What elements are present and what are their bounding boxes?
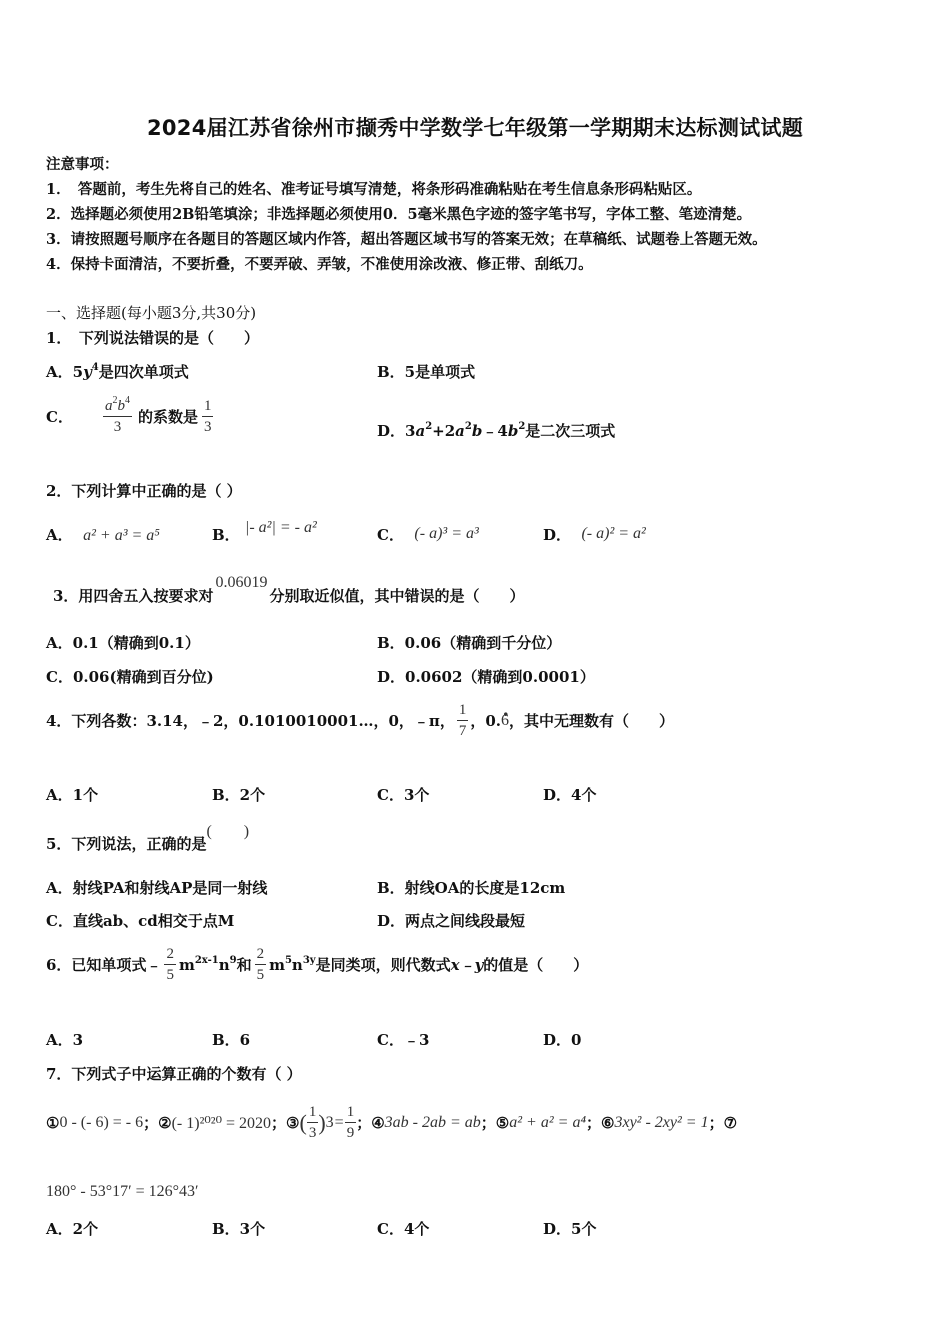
q7-expressions: ① 0 - (- 6) = - 6 ； ② (- 1)²⁰²⁰ = 2020 ； ③ ( $\frac{1}{3}$ ) 3 = $\frac{1}{9}$ ； ④ 3ab - 2ab = ab ； ⑤ a² + a² = a⁴ ； ⑥ 3xy² - 2xy² = 1 ； ⑦ [46, 1104, 738, 1141]
option-label: A． [46, 363, 73, 381]
q6-option-c: C．﹣3 [377, 1031, 430, 1049]
notice-item-4: 4．保持卡面清洁，不要折叠，不要弄破、弄皱，不准使用涂改液、修正带、刮纸刀。 [46, 256, 593, 273]
fraction: $\frac{1}{3}$ [308, 1104, 317, 1141]
page-title: 2024届江苏省徐州市撷秀中学数学七年级第一学期期末达标测试试题 [146, 116, 804, 140]
q3-option-d: D．0.0602（精确到0.0001） [377, 668, 595, 686]
q4-option-d: D．4个 [543, 786, 597, 804]
q6-option-a: A．3 [46, 1031, 84, 1049]
option-label: D． [377, 422, 406, 440]
q3-option-b: B．0.06（精确到千分位） [377, 634, 562, 652]
q1-stem: 1． 下列说法错误的是（ ） [46, 329, 259, 347]
q7-expression-7: 180° - 53°17′ = 126°43′ [46, 1183, 199, 1200]
fraction: $\frac{2}{5}$ [166, 946, 174, 983]
q6-option-d: D．0 [543, 1031, 582, 1049]
option-label: C． [46, 408, 73, 426]
q6-stem: 6．已知单项式﹣ $\frac{2}{5}$ $m^{2x-1}n^9$ 和 $\frac{2}{5}$ $m^5n^{3y}$ 是同类项，则代数式 x﹣y 的值是（ ） [46, 946, 589, 983]
q7-option-a: A．2个 [46, 1220, 99, 1238]
q7-option-b: B．3个 [212, 1220, 266, 1238]
q5-option-b: B．射线OA的长度是12cm [377, 879, 566, 897]
math-expr: (- a)³ = a³ [414, 525, 479, 542]
q7-stem: 7．下列式子中运算正确的个数有（ ） [46, 1065, 302, 1083]
section-heading: 一、选择题(每小题3分,共30分) [46, 304, 257, 322]
q6-option-b: B．6 [212, 1031, 251, 1049]
fraction: $\frac{2}{5}$ [256, 946, 265, 983]
notice-item-3: 3．请按照题号顺序在各题目的答题区域内作答，超出答题区域书写的答案无效；在草稿纸、试题卷上答题无效。 [46, 231, 767, 248]
q7-option-d: D．5个 [543, 1220, 597, 1238]
q2-option-a: A． a² + a³ = a⁵ [46, 526, 160, 544]
q1-option-c: C． $\frac{a^2b^4}{3}$ 的系数是 $\frac{1}{3}$ [46, 395, 212, 435]
math-expr: |- a²| = - a² [244, 519, 317, 536]
math-value: 0.06019 [215, 574, 268, 591]
q5-option-d: D．两点之间线段最短 [377, 912, 526, 930]
fraction: $\frac{1}{7}$ [458, 702, 467, 739]
q4-option-c: C．3个 [377, 786, 430, 804]
q7-option-c: C．4个 [377, 1220, 430, 1238]
q3-option-a: A．0.1（精确到0.1） [46, 634, 200, 652]
q2-option-d: D． (- a)² = a² [543, 525, 646, 544]
q2-option-c: C． (- a)³ = a³ [377, 525, 479, 544]
q5-stem: 5．下列说法，正确的是( ) [46, 823, 250, 853]
q4-option-a: A．1个 [46, 786, 99, 804]
math-expr: a² + a³ = a⁵ [83, 527, 160, 544]
q4-option-b: B．2个 [212, 786, 266, 804]
q2-stem: 2．下列计算中正确的是（ ） [46, 482, 242, 500]
q1-option-a: A．$5y^4$是四次单项式 [46, 362, 189, 381]
fraction: $\frac{a^2b^4}{3}$ [104, 395, 130, 435]
notice-heading: 注意事项： [46, 156, 119, 173]
q3-option-c: C．0.06(精确到百分位) [46, 668, 214, 686]
notice-item-1: 1． 答题前，考生先将自己的姓名、准考证号填写清楚，将条形码准确粘贴在考生信息条形码粘贴区。 [46, 181, 702, 198]
math-expr: (- a)² = a² [581, 525, 646, 542]
q3-stem: 3．用四舍五入按要求对0.06019分别取近似值，其中错误的是（ ） [53, 574, 525, 605]
q4-stem: 4．下列各数：3.14，﹣2，0.1010010001…，0，﹣π， $\frac{1}{7}$ ，0. . 6 ，其中无理数有（ ） [46, 700, 674, 741]
fraction: $\frac{1}{3}$ [203, 398, 212, 435]
fraction: $\frac{1}{9}$ [346, 1104, 355, 1141]
repeating-digit: . 6 [501, 712, 509, 730]
q5-option-c: C．直线ab、cd相交于点M [46, 912, 235, 930]
notice-item-2: 2．选择题必须使用2B铅笔填涂；非选择题必须使用0．5毫米黑色字迹的签字笔书写，字体工整、笔迹清楚。 [46, 206, 752, 223]
q2-option-b: B． |- a²| = - a² [212, 519, 317, 544]
q1-option-d: D．$3a^2+2a^2b﹣4b^2$是二次三项式 [377, 421, 616, 440]
q1-option-b: B．5是单项式 [377, 363, 476, 381]
q5-option-a: A．射线PA和射线AP是同一射线 [46, 879, 268, 897]
